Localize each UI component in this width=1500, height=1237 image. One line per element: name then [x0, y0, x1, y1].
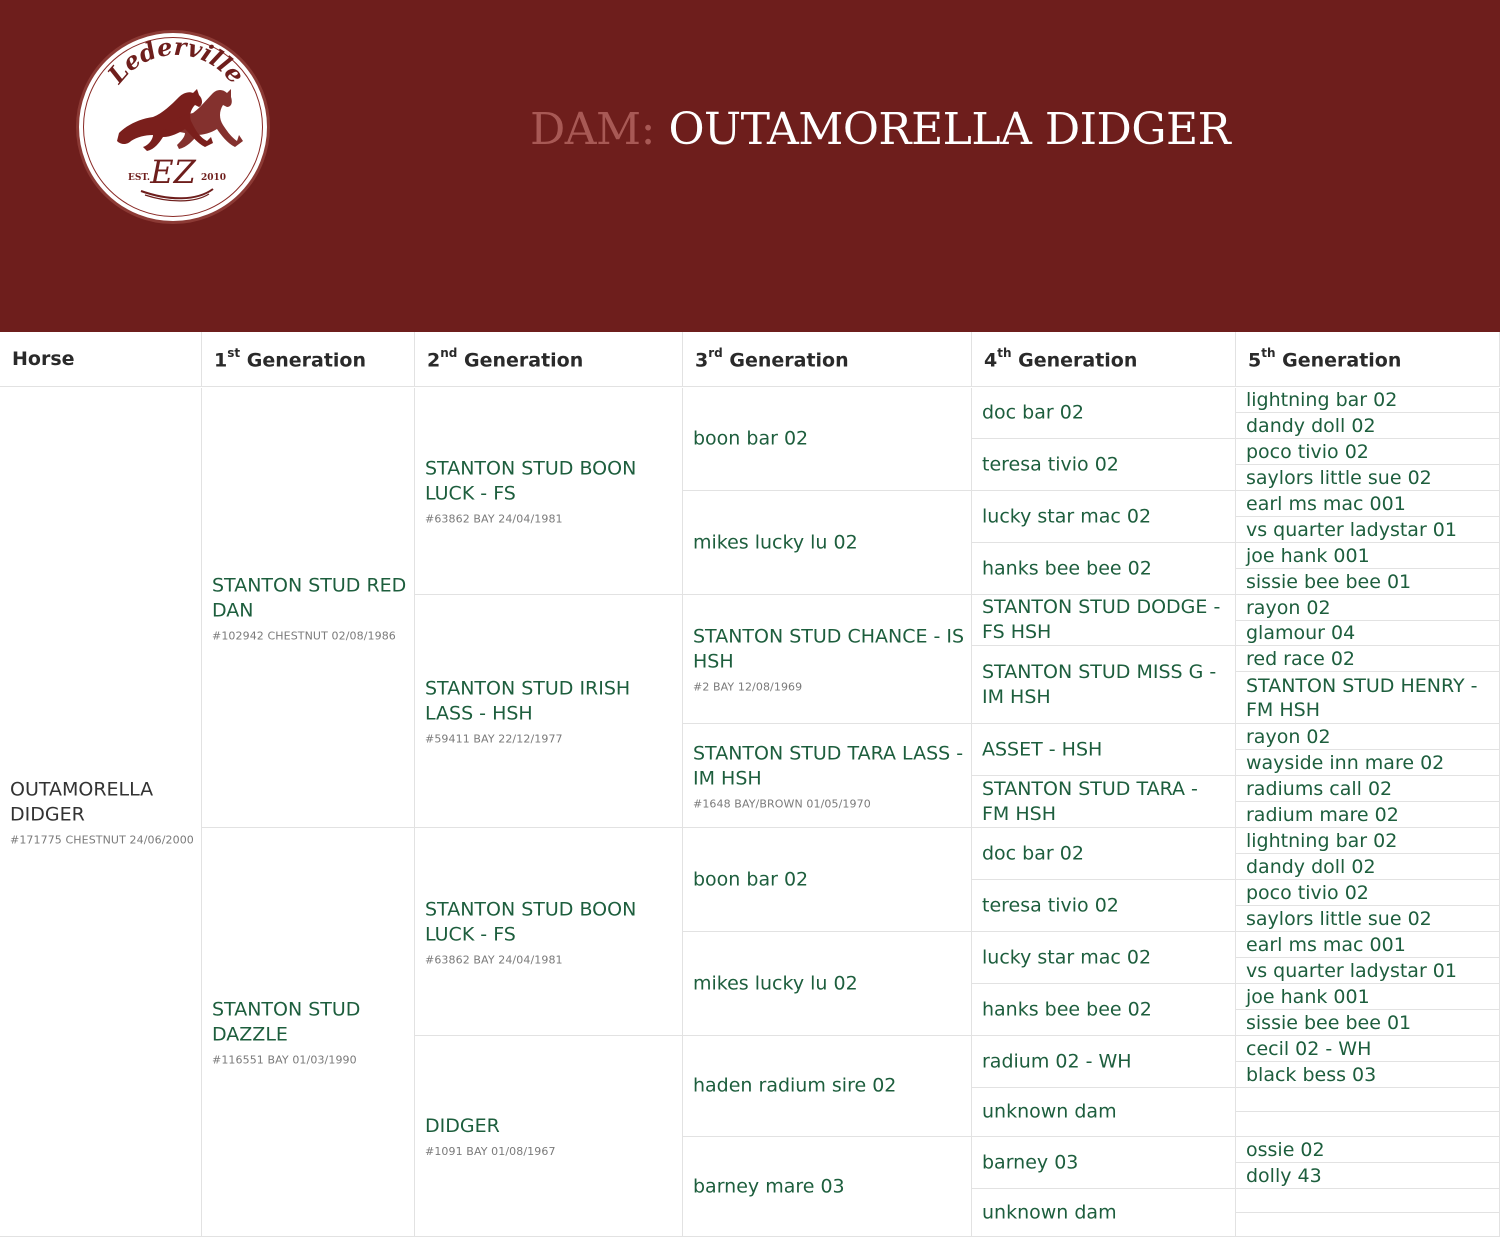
horse-name-link[interactable]: poco tivio 02 [1246, 440, 1369, 463]
horse-registration-meta: #116551 BAY 01/03/1990 [212, 1053, 357, 1067]
horse-name-link[interactable]: STANTON STUD TARA - FM HSH [982, 777, 1198, 825]
horse-name-link[interactable]: poco tivio 02 [1246, 881, 1369, 904]
pedigree-cell[interactable] [1236, 543, 1500, 569]
horse-name-link[interactable]: STANTON STUD HENRY - FM HSH [1246, 674, 1478, 721]
pedigree-cell[interactable] [972, 828, 1236, 880]
horse-name-link[interactable]: glamour 04 [1246, 622, 1356, 644]
horse-name-link[interactable]: STANTON STUD DAZZLE [212, 998, 361, 1046]
pedigree-cell[interactable] [1236, 1137, 1500, 1163]
horse-name-link[interactable]: rayon 02 [1246, 725, 1331, 748]
horse-name-link[interactable]: earl ms mac 001 [1246, 933, 1406, 956]
horse-name-link[interactable]: boon bar 02 [693, 427, 809, 450]
pedigree-cell[interactable] [1236, 828, 1500, 854]
pedigree-cell[interactable] [202, 388, 415, 828]
horse-name-link[interactable]: doc bar 02 [982, 842, 1084, 864]
pedigree-cell[interactable] [683, 388, 972, 491]
horse-registration-meta: #2 BAY 12/08/1969 [693, 680, 803, 694]
column-header-gen-2: 2nd Generation [415, 332, 683, 387]
pedigree-cell[interactable] [972, 1137, 1236, 1189]
horse-name-link[interactable]: STANTON STUD BOON LUCK - FS [425, 898, 637, 945]
pedigree-cell[interactable] [415, 595, 683, 828]
horse-name-link[interactable]: STANTON STUD TARA LASS - IM HSH [693, 742, 964, 789]
pedigree-cell[interactable] [1236, 984, 1500, 1010]
pedigree-cell[interactable] [972, 776, 1236, 828]
horse-name-link[interactable]: vs quarter ladystar 01 [1246, 518, 1457, 541]
horse-name-link[interactable]: OUTAMORELLA DIDGER [10, 778, 154, 826]
pedigree-cell[interactable] [1236, 413, 1500, 439]
horse-name-link[interactable]: STANTON STUD CHANCE - IS HSH [693, 625, 965, 673]
horse-name-link[interactable]: lightning bar 02 [1246, 389, 1398, 411]
pedigree-cell [1236, 1088, 1500, 1112]
horse-name-link[interactable]: DIDGER [425, 1115, 500, 1137]
logo-monogram: EZ [150, 153, 196, 191]
horse-name-link[interactable]: rayon 02 [1246, 596, 1331, 619]
pedigree-cell[interactable] [1236, 388, 1500, 413]
horse-name-link[interactable]: black bess 03 [1246, 1063, 1377, 1086]
horse-name-link[interactable]: dandy doll 02 [1246, 855, 1376, 878]
column-header-gen-3: 3rd Generation [683, 332, 972, 387]
pedigree-cell[interactable] [972, 932, 1236, 984]
horse-registration-meta: #63862 BAY 24/04/1981 [425, 512, 563, 526]
logo-horses-icon [79, 33, 273, 227]
title-prefix: DAM: [530, 104, 655, 155]
pedigree-cell[interactable] [972, 984, 1236, 1036]
pedigree-cell[interactable] [1236, 958, 1500, 984]
pedigree-cell[interactable] [683, 491, 972, 595]
pedigree-cell[interactable] [972, 491, 1236, 543]
pedigree-cell[interactable] [683, 724, 972, 828]
logo-wordmark: Lederville [101, 33, 251, 89]
horse-name-link[interactable]: STANTON STUD RED DAN [212, 574, 407, 621]
horse-name-link[interactable]: earl ms mac 001 [1246, 492, 1406, 515]
pedigree-cell[interactable] [683, 595, 972, 724]
horse-name-link[interactable]: STANTON STUD BOON LUCK - FS [425, 457, 637, 505]
pedigree-cell[interactable] [1236, 517, 1500, 543]
column-header-gen-1: 1st Generation [202, 332, 415, 387]
pedigree-cell[interactable] [972, 439, 1236, 491]
pedigree-cell[interactable] [1236, 646, 1500, 672]
logo-est: EST. [128, 173, 151, 183]
horse-registration-meta: #102942 CHESTNUT 02/08/1986 [212, 629, 396, 642]
pedigree-cell[interactable] [972, 880, 1236, 932]
horse-name-link[interactable]: teresa tivio 02 [982, 894, 1119, 916]
horse-name-link[interactable]: red race 02 [1246, 647, 1355, 670]
pedigree-cell[interactable] [1236, 854, 1500, 880]
horse-name-link[interactable]: mikes lucky lu 02 [693, 972, 858, 994]
horse-name-link[interactable]: unknown dam [982, 1100, 1117, 1123]
pedigree-cell[interactable] [972, 595, 1236, 646]
pedigree-cell[interactable] [683, 828, 972, 932]
pedigree-cell[interactable] [972, 1036, 1236, 1088]
pedigree-cell[interactable] [683, 932, 972, 1036]
pedigree-cell[interactable] [1236, 621, 1500, 646]
horse-registration-meta: #63862 BAY 24/04/1981 [425, 953, 563, 966]
horse-name-link[interactable]: wayside inn mare 02 [1246, 751, 1445, 774]
pedigree-cell[interactable] [972, 388, 1236, 439]
pedigree-cell[interactable] [1236, 880, 1500, 906]
pedigree-cell[interactable] [1236, 776, 1500, 802]
svg-text:Lederville [101, 33, 251, 90]
pedigree-cell[interactable] [972, 543, 1236, 595]
horse-name-link[interactable]: hanks bee bee 02 [982, 998, 1152, 1020]
horse-name-link[interactable]: sissie bee bee 01 [1246, 1011, 1412, 1034]
pedigree-cell[interactable] [415, 388, 683, 595]
horse-name-link[interactable]: joe hank 001 [1246, 544, 1370, 567]
page-title [530, 104, 1270, 155]
pedigree-cell[interactable] [683, 1137, 972, 1237]
column-header-horse: Horse [0, 332, 202, 387]
pedigree-cell[interactable] [1236, 1163, 1500, 1189]
pedigree-cell[interactable] [972, 724, 1236, 776]
pedigree-cell[interactable] [972, 646, 1236, 724]
horse-name-link[interactable]: lucky star mac 02 [982, 946, 1152, 968]
horse-registration-meta: #59411 BAY 22/12/1977 [425, 732, 563, 746]
pedigree-cell[interactable] [1236, 465, 1500, 491]
pedigree-cell[interactable] [1236, 1036, 1500, 1062]
horse-name-link[interactable]: hanks bee bee 02 [982, 557, 1152, 579]
horse-name-link[interactable]: ASSET - HSH [982, 738, 1103, 760]
horse-name-link[interactable]: saylors little sue 02 [1246, 466, 1432, 489]
horse-name-link[interactable]: doc bar 02 [982, 401, 1084, 424]
pedigree-cell[interactable] [972, 1189, 1236, 1237]
pedigree-cell[interactable] [1236, 672, 1500, 724]
horse-registration-meta: #1091 BAY 01/08/1967 [425, 1145, 556, 1158]
pedigree-cell[interactable] [1236, 750, 1500, 776]
horse-name-link[interactable]: barney 03 [982, 1151, 1079, 1173]
pedigree-cell[interactable] [972, 1088, 1236, 1137]
logo-year: 2010 [201, 173, 227, 183]
horse-name-link[interactable]: radiums call 02 [1246, 777, 1393, 800]
pedigree-cell[interactable] [1236, 1062, 1500, 1088]
horse-name-link[interactable]: radium mare 02 [1246, 803, 1399, 826]
horse-registration-meta: #171775 CHESTNUT 24/06/2000 [10, 833, 194, 847]
column-header-gen-5: 5th Generation [1236, 332, 1500, 387]
pedigree-cell[interactable] [415, 1036, 683, 1237]
horse-registration-meta: #1648 BAY/BROWN 01/05/1970 [693, 797, 871, 810]
pedigree-cell[interactable] [202, 828, 415, 1237]
pedigree-cell [1236, 1213, 1500, 1237]
title-horse-name: OUTAMORELLA DIDGER [668, 104, 1231, 155]
pedigree-cell[interactable] [0, 388, 202, 1237]
pedigree-cell[interactable] [683, 1036, 972, 1137]
horse-name-link[interactable]: teresa tivio 02 [982, 453, 1119, 475]
pedigree-cell[interactable] [1236, 1010, 1500, 1036]
horse-name-link[interactable]: barney mare 03 [693, 1175, 845, 1197]
pedigree-cell[interactable] [1236, 906, 1500, 932]
horse-name-link[interactable]: cecil 02 - WH [1246, 1037, 1372, 1060]
horse-name-link[interactable]: haden radium sire 02 [693, 1074, 897, 1097]
page-header [0, 0, 1500, 332]
pedigree-cell[interactable] [1236, 491, 1500, 517]
pedigree-cell[interactable] [1236, 932, 1500, 958]
horse-name-link[interactable]: joe hank 001 [1246, 985, 1370, 1008]
horse-name-link[interactable]: vs quarter ladystar 01 [1246, 959, 1457, 982]
lederville-logo[interactable] [76, 30, 270, 224]
pedigree-cell [1236, 1189, 1500, 1213]
horse-name-link[interactable]: STANTON STUD DODGE - FS HSH [982, 596, 1221, 643]
horse-name-link[interactable]: sissie bee bee 01 [1246, 570, 1412, 593]
horse-name-link[interactable]: dolly 43 [1246, 1164, 1322, 1187]
horse-name-link[interactable]: boon bar 02 [693, 868, 809, 890]
pedigree-cell[interactable] [1236, 595, 1500, 621]
horse-name-link[interactable]: ossie 02 [1246, 1138, 1325, 1161]
column-header-gen-4: 4th Generation [972, 332, 1236, 387]
pedigree-cell[interactable] [1236, 724, 1500, 750]
pedigree-cell[interactable] [1236, 439, 1500, 465]
horse-name-link[interactable]: saylors little sue 02 [1246, 907, 1432, 930]
horse-name-link[interactable]: radium 02 - WH [982, 1050, 1132, 1072]
pedigree-cell[interactable] [1236, 569, 1500, 595]
pedigree-cell[interactable] [1236, 802, 1500, 828]
horse-name-link[interactable]: lucky star mac 02 [982, 505, 1152, 527]
horse-name-link[interactable]: mikes lucky lu 02 [693, 531, 858, 553]
pedigree-cell [1236, 1112, 1500, 1137]
horse-name-link[interactable]: unknown dam [982, 1201, 1117, 1223]
horse-name-link[interactable]: STANTON STUD MISS G - IM HSH [982, 660, 1217, 708]
horse-name-link[interactable]: lightning bar 02 [1246, 829, 1398, 852]
horse-name-link[interactable]: STANTON STUD IRISH LASS - HSH [425, 677, 631, 725]
horse-name-link[interactable]: dandy doll 02 [1246, 414, 1376, 437]
pedigree-cell[interactable] [415, 828, 683, 1036]
